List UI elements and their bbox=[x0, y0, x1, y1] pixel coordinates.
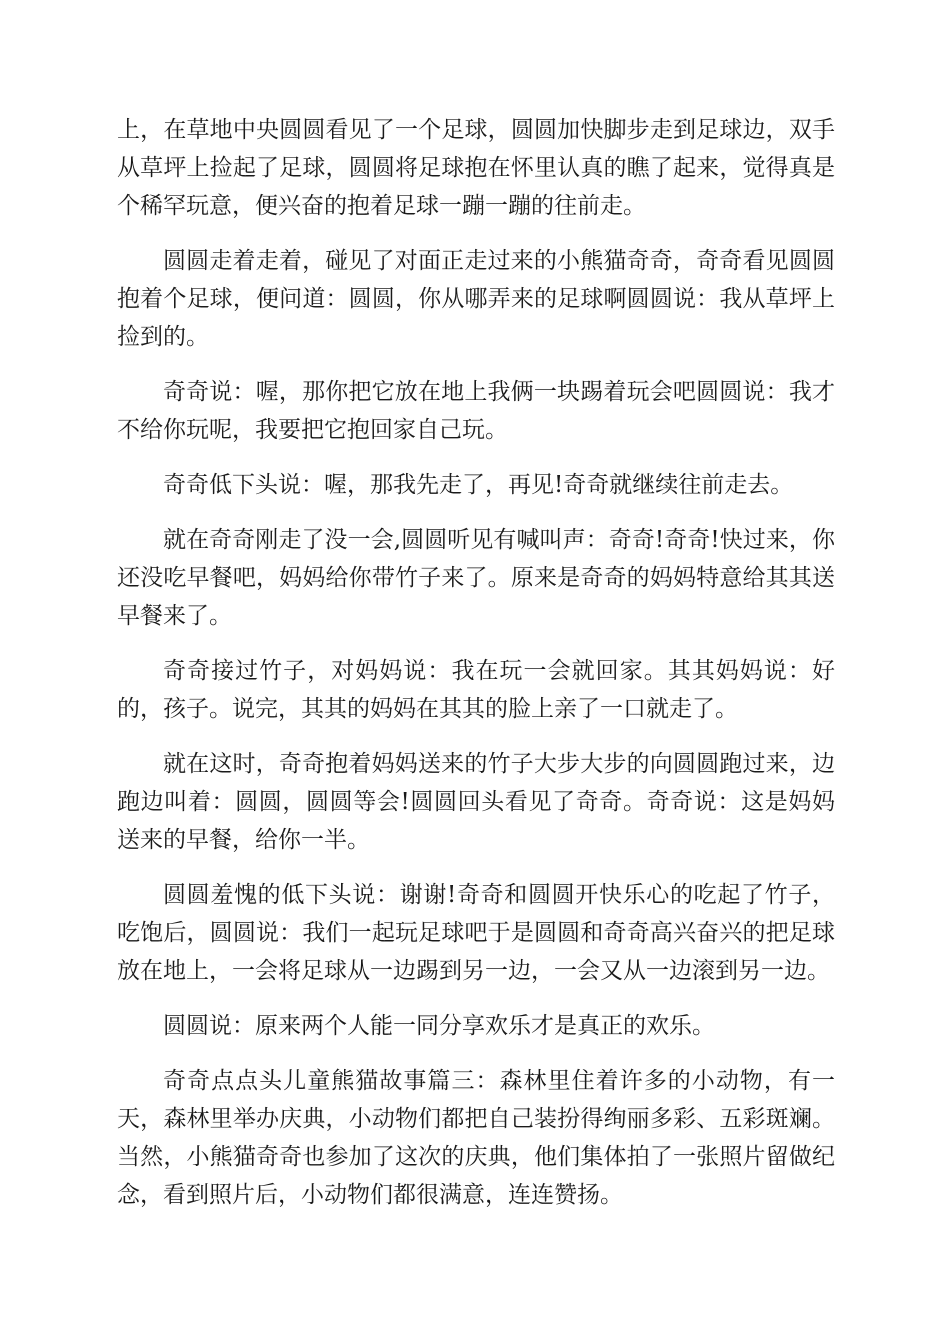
paragraph-4: 奇奇低下头说：喔，那我先走了，再见!奇奇就继续往前走去。 bbox=[163, 472, 794, 498]
document-body bbox=[117, 111, 835, 1231]
paragraph-3: 奇奇说：喔，那你把它放在地上我俩一块踢着玩会吧圆圆说：我才不给你玩呢，我要把它抱回家自己玩。 bbox=[117, 379, 835, 443]
paragraph-1: 上，在草地中央圆圆看见了一个足球，圆圆加快脚步走到足球边，双手从草坪上捡起了足球，圆圆将足球抱在怀里认真的瞧了起来，觉得真是个稀罕玩意，便兴奋的抱着足球一蹦一蹦的往前走。 bbox=[117, 117, 835, 219]
paragraph-7: 就在这时，奇奇抱着妈妈送来的竹子大步大步的向圆圆跑过来，边跑边叫着：圆圆，圆圆等会!圆圆回头看见了奇奇。奇奇说：这是妈妈送来的早餐，给你一半。 bbox=[117, 751, 835, 853]
paragraph-10: 奇奇点点头儿童熊猫故事篇三：森林里住着许多的小动物，有一天，森林里举办庆典，小动物们都把自己装扮得绚丽多彩、五彩斑斓。当然，小熊猫奇奇也参加了这次的庆典，他们集体拍了一张照片留做纪念，看到照片后，小动物们都很满意，连连赞扬。 bbox=[117, 1068, 835, 1208]
paragraph-5: 就在奇奇刚走了没一会,圆圆听见有喊叫声：奇奇!奇奇!快过来，你还没吃早餐吧，妈妈给你带竹子来了。原来是奇奇的妈妈特意给其其送早餐来了。 bbox=[117, 527, 835, 629]
paragraph-9: 圆圆说：原来两个人能一同分享欢乐才是真正的欢乐。 bbox=[163, 1013, 715, 1039]
paragraph-2: 圆圆走着走着，碰见了对面正走过来的小熊猫奇奇，奇奇看见圆圆抱着个足球，便问道：圆圆，你从哪弄来的足球啊圆圆说：我从草坪上捡到的。 bbox=[117, 248, 835, 350]
paragraph-8: 圆圆羞愧的低下头说：谢谢!奇奇和圆圆开快乐心的吃起了竹子，吃饱后，圆圆说：我们一起玩足球吧于是圆圆和奇奇高兴奋兴的把足球放在地上，一会将足球从一边踢到另一边，一会又从一边滚到另一边。 bbox=[117, 882, 835, 984]
paragraph-6: 奇奇接过竹子，对妈妈说：我在玩一会就回家。其其妈妈说：好的，孩子。说完，其其的妈妈在其其的脸上亲了一口就走了。 bbox=[117, 658, 835, 722]
